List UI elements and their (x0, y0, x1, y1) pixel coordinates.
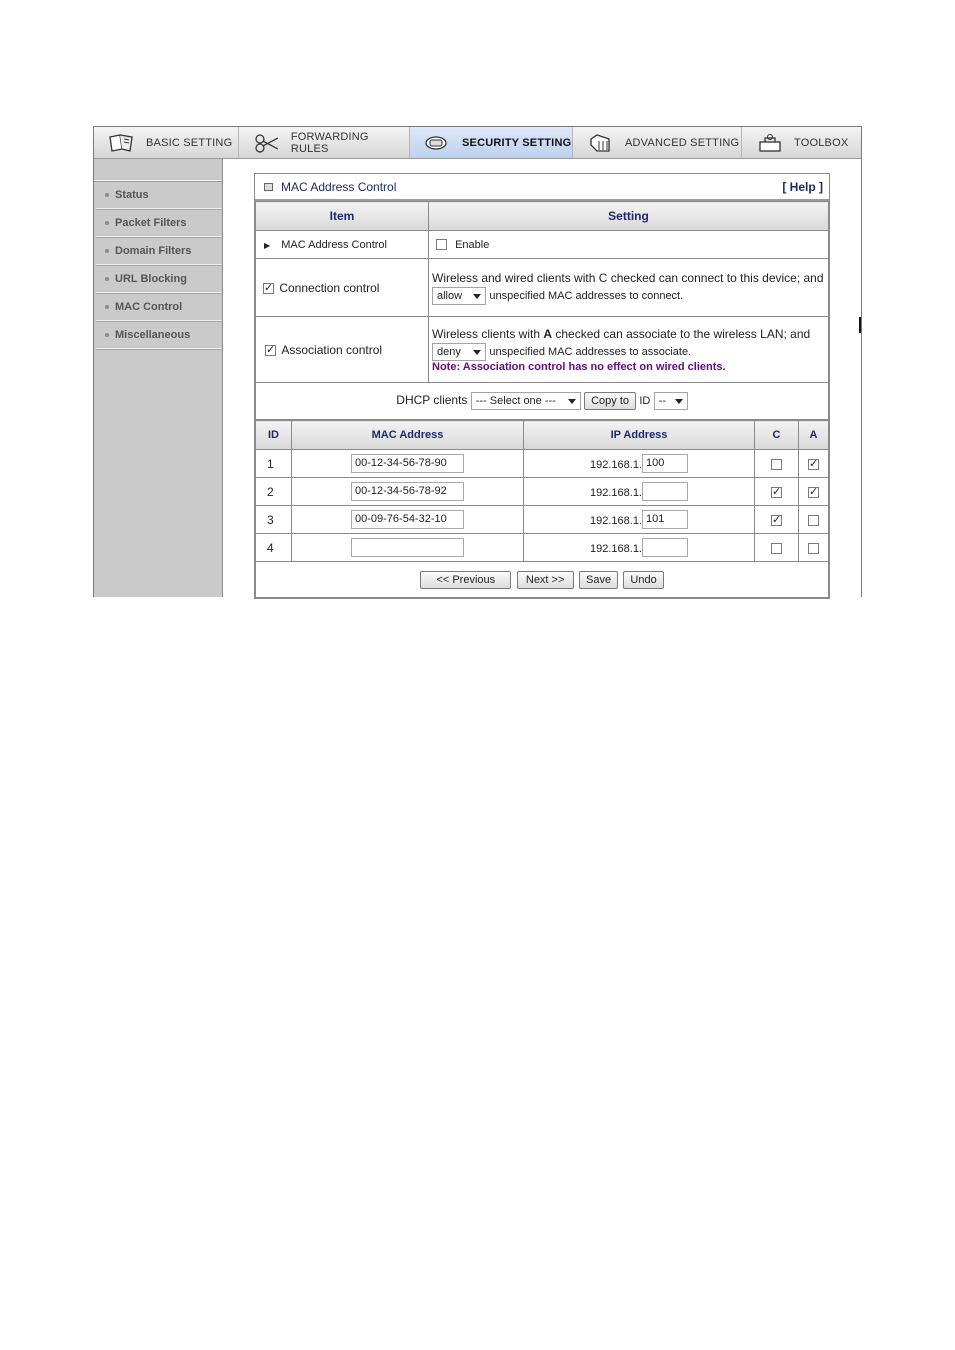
ip-cell (524, 478, 755, 506)
c-checkbox[interactable] (771, 543, 782, 554)
router-frame (93, 126, 862, 597)
bullet-icon (105, 333, 109, 337)
mac-cell (292, 506, 524, 534)
ip-prefix: 192.168.1. (590, 515, 642, 528)
panel-title-wrap (255, 180, 396, 194)
dhcp-clients-select[interactable] (471, 392, 581, 410)
enable-checkbox[interactable] (436, 239, 447, 250)
connection-policy-select[interactable] (432, 287, 486, 305)
mac-control-panel (254, 173, 830, 599)
text-bold: A (543, 326, 553, 341)
row-id: 4 (256, 534, 292, 562)
column-header-a: A (799, 421, 829, 450)
panel-header (255, 174, 829, 201)
sidebar-item-label: URL Blocking (115, 272, 187, 285)
a-cell (799, 534, 829, 562)
mac-control-setting (429, 231, 829, 259)
a-cell (799, 478, 829, 506)
undo-button[interactable]: Undo (623, 571, 663, 589)
c-checkbox[interactable] (771, 487, 782, 498)
chevron-down-icon (568, 399, 576, 404)
save-button[interactable]: Save (579, 571, 618, 589)
tab-forwarding-rules[interactable] (239, 127, 410, 158)
scissors-icon (253, 133, 281, 153)
chevron-down-icon (473, 294, 481, 299)
hand-icon (587, 133, 615, 153)
ip-prefix: 192.168.1. (590, 459, 642, 472)
tab-toolbox[interactable] (742, 127, 861, 158)
row-id: 3 (256, 506, 292, 534)
association-control-item (256, 317, 429, 383)
tab-label: SECURITY SETTING (462, 136, 572, 149)
ip-suffix-input[interactable]: 101 (642, 510, 688, 529)
edge-marker (859, 317, 861, 333)
sidebar-item-mac-control[interactable] (96, 293, 222, 321)
text-part: Wireless clients with (432, 326, 544, 341)
sidebar-item-label: Domain Filters (115, 244, 192, 257)
ip-suffix-input[interactable]: 100 (642, 454, 688, 473)
ip-cell (524, 534, 755, 562)
select-value: deny (437, 345, 461, 358)
column-header-item: Item (256, 202, 429, 231)
c-cell (755, 450, 799, 478)
a-cell (799, 450, 829, 478)
c-cell (755, 506, 799, 534)
column-header-setting: Setting (429, 202, 829, 231)
mac-address-input[interactable]: 00-12-34-56-78-92 (351, 482, 464, 501)
mac-cell (292, 478, 524, 506)
settings-table (255, 201, 829, 420)
tab-label: FORWARDING RULES (290, 130, 369, 155)
book-icon (108, 133, 136, 153)
tools-icon (756, 133, 784, 153)
column-header-mac: MAC Address (292, 421, 524, 450)
ip-prefix: 192.168.1. (590, 543, 642, 556)
item-label: MAC Address Control (281, 238, 387, 251)
mac-address-input[interactable] (351, 538, 464, 557)
a-checkbox[interactable] (808, 543, 819, 554)
row-id: 1 (256, 450, 292, 478)
table-row (256, 478, 829, 506)
connection-control-item (256, 259, 429, 317)
c-checkbox[interactable] (771, 515, 782, 526)
mac-rows (256, 450, 829, 562)
ip-cell (524, 450, 755, 478)
square-icon (264, 183, 273, 191)
tab-security-setting[interactable] (410, 127, 573, 158)
a-checkbox[interactable] (808, 515, 819, 526)
bullet-icon (105, 193, 109, 197)
id-select[interactable] (654, 392, 688, 410)
button-row (256, 562, 829, 598)
tab-label: TOOLBOX (794, 136, 849, 149)
column-header-id: ID (256, 421, 292, 450)
ip-prefix: 192.168.1. (590, 487, 642, 500)
ip-suffix-input[interactable] (642, 482, 688, 501)
bullet-icon (105, 249, 109, 253)
tab-label: ADVANCED SETTING (625, 136, 740, 149)
table-row (256, 534, 829, 562)
bullet-icon (105, 277, 109, 281)
table-row (256, 506, 829, 534)
tab-basic-setting[interactable] (94, 127, 239, 158)
help-link[interactable]: [ Help ] (782, 179, 823, 194)
security-icon (424, 133, 452, 153)
ip-cell (524, 506, 755, 534)
text-part: checked can associate to the wireless LAN; and (552, 326, 811, 341)
tab-advanced-setting[interactable] (573, 127, 742, 158)
sidebar-item-domain-filters[interactable] (96, 237, 222, 265)
chevron-down-icon (473, 350, 481, 355)
a-checkbox[interactable] (808, 487, 819, 498)
mac-table (255, 420, 829, 598)
dhcp-row (256, 383, 829, 420)
sidebar-item-status[interactable] (96, 181, 222, 209)
select-value: --- Select one --- (475, 394, 556, 407)
bullet-icon (105, 221, 109, 225)
mac-address-input[interactable]: 00-09-76-54-32-10 (351, 510, 464, 529)
triangle-right-icon: ▶ (264, 240, 271, 250)
c-checkbox[interactable] (771, 459, 782, 470)
association-description (432, 327, 824, 341)
sidebar-item-label: MAC Control (115, 300, 183, 313)
mac-cell (292, 450, 524, 478)
association-note: Note: Association control has no effect on wired clients. (432, 360, 726, 373)
association-control-checkbox[interactable] (265, 345, 276, 356)
row-id: 2 (256, 478, 292, 506)
column-header-ip: IP Address (524, 421, 755, 450)
a-checkbox[interactable] (808, 459, 819, 470)
sidebar-item-label: Status (115, 188, 149, 201)
c-cell (755, 478, 799, 506)
mac-cell (292, 534, 524, 562)
connection-description: Wireless and wired clients with C checked can connect to this device; and (432, 270, 824, 285)
item-label: Connection control (279, 280, 380, 295)
tab-label: BASIC SETTING (146, 136, 233, 149)
connection-control-setting (429, 259, 829, 317)
c-cell (755, 534, 799, 562)
bullet-icon (105, 305, 109, 309)
sidebar-item-packet-filters[interactable] (96, 209, 222, 237)
a-cell (799, 506, 829, 534)
select-value: allow (437, 289, 463, 302)
connection-suffix: unspecified MAC addresses to connect. (489, 289, 684, 302)
item-label: Association control (281, 342, 383, 357)
dhcp-label: DHCP clients (396, 393, 468, 408)
sidebar-header (94, 159, 222, 181)
sidebar-item-label: Miscellaneous (115, 328, 191, 341)
select-value: -- (658, 394, 667, 407)
top-tabs (94, 127, 861, 159)
copy-to-button[interactable]: Copy to (584, 392, 636, 410)
next-button[interactable]: Next >> (517, 571, 574, 589)
chevron-down-icon (675, 399, 683, 404)
mac-address-input[interactable]: 00-12-34-56-78-90 (351, 454, 464, 473)
association-control-setting (429, 317, 829, 383)
column-header-c: C (755, 421, 799, 450)
sidebar (94, 159, 223, 597)
enable-label: Enable (455, 238, 490, 251)
panel-title: MAC Address Control (281, 179, 397, 194)
association-policy-select[interactable] (432, 343, 486, 361)
sidebar-item-label: Packet Filters (115, 216, 187, 229)
ip-suffix-input[interactable] (642, 538, 688, 557)
sidebar-item-url-blocking[interactable] (96, 265, 222, 293)
connection-control-checkbox[interactable] (263, 283, 274, 294)
id-label: ID (639, 395, 651, 408)
association-suffix: unspecified MAC addresses to associate. (489, 345, 692, 358)
previous-button[interactable]: << Previous (420, 571, 511, 589)
table-row (256, 450, 829, 478)
mac-control-item (256, 231, 429, 259)
sidebar-item-miscellaneous[interactable] (96, 321, 222, 349)
